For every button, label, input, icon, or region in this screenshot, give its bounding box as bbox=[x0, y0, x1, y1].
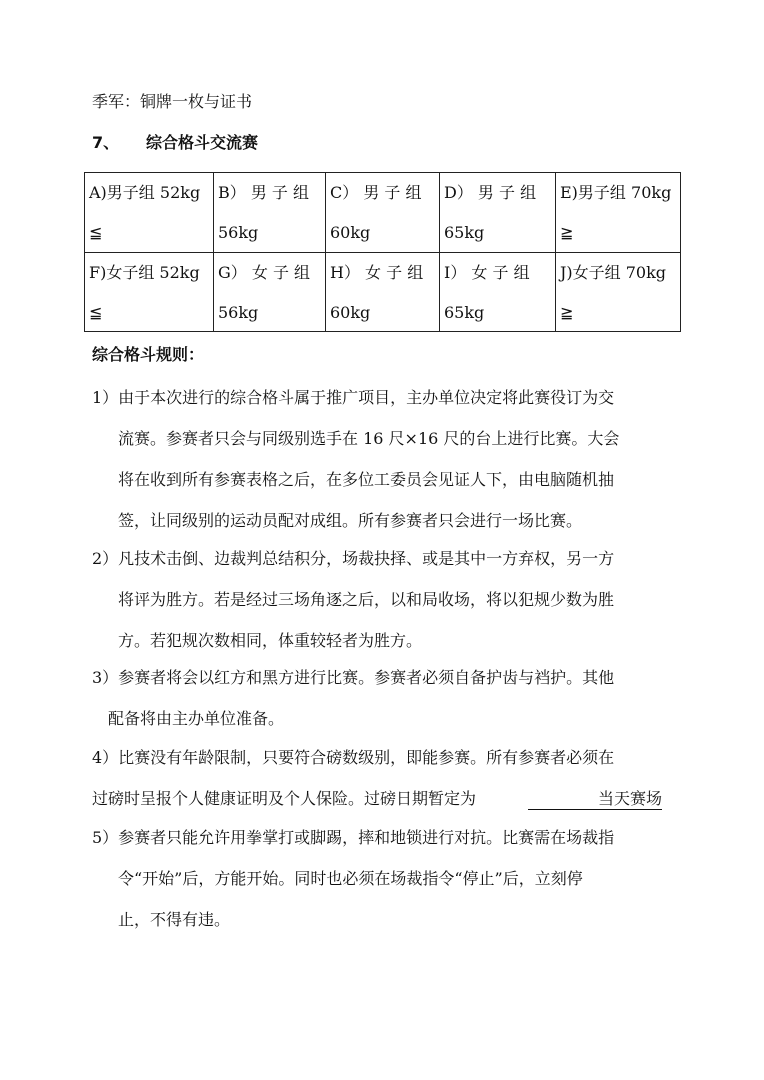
rule-5-line: 止，不得有违。 bbox=[118, 910, 231, 929]
weigh-in-date-field bbox=[528, 789, 662, 810]
cell-label: H） 女 子 组 bbox=[330, 262, 424, 282]
cell-value: 60kg bbox=[330, 223, 371, 242]
cell-label: G） 女 子 组 bbox=[218, 262, 311, 282]
cell-value: ≦ bbox=[89, 223, 103, 242]
table-cell bbox=[214, 252, 326, 332]
rule-1-line: 将在收到所有参赛表格之后，在多位工委员会见证人下，由电脑随机抽 bbox=[118, 470, 615, 489]
rules-title: 综合格斗规则： bbox=[92, 345, 205, 364]
table-cell bbox=[440, 252, 556, 332]
table-cell bbox=[326, 252, 440, 332]
table-cell bbox=[214, 173, 326, 253]
cell-value: 65kg bbox=[444, 223, 485, 242]
cell-value: ≧ bbox=[560, 302, 574, 322]
weigh-in-date-value: 当天赛场 bbox=[528, 789, 662, 810]
section-number: 7、 bbox=[92, 133, 120, 152]
cell-label: C） 男 子 组 bbox=[330, 183, 422, 202]
cell-value: ≧ bbox=[560, 223, 574, 242]
cell-label: E)男子组 70kg bbox=[560, 183, 672, 202]
table-row bbox=[85, 173, 681, 253]
rule-4-line: 4）比赛没有年龄限制，只要符合磅数级别，即能参赛。所有参赛者必须在 bbox=[92, 748, 615, 767]
table-cell bbox=[440, 173, 556, 253]
rule-2-line: 2）凡技术击倒、边裁判总结积分，场裁抉择、或是其中一方弃权，另一方 bbox=[92, 549, 615, 568]
rule-5-line: 令“开始”后，方能开始。同时也必须在场裁指令“停止”后，立刻停 bbox=[118, 869, 583, 888]
cell-value: 56kg bbox=[218, 223, 259, 242]
rule-1-line: 签，让同级别的运动员配对成组。所有参赛者只会进行一场比赛。 bbox=[118, 511, 583, 530]
table-cell bbox=[85, 173, 214, 253]
cell-label: F)女子组 52kg bbox=[89, 262, 200, 282]
rule-4-line: 过磅时呈报个人健康证明及个人保险。过磅日期暂定为 bbox=[92, 789, 477, 808]
rule-1-line: 1）由于本次进行的综合格斗属于推广项目，主办单位决定将此赛役订为交 bbox=[92, 388, 615, 407]
header-line: 季军：铜牌一枚与证书 bbox=[92, 92, 253, 111]
table-cell bbox=[556, 173, 681, 253]
cell-value: 60kg bbox=[330, 302, 371, 322]
table-cell bbox=[326, 173, 440, 253]
rule-3-line: 配备将由主办单位准备。 bbox=[108, 709, 285, 728]
cell-value: 65kg bbox=[444, 302, 485, 322]
section-title: 综合格斗交流赛 bbox=[146, 133, 259, 152]
rule-2-line: 将评为胜方。若是经过三场角逐之后，以和局收场，将以犯规少数为胜 bbox=[118, 590, 615, 609]
cell-label: A)男子组 52kg bbox=[89, 183, 201, 202]
cell-label: D） 男 子 组 bbox=[444, 183, 537, 202]
rule-1-line: 流赛。参赛者只会与同级别选手在 16 尺×16 尺的台上进行比赛。大会 bbox=[118, 429, 620, 448]
table-row bbox=[85, 252, 681, 332]
table-cell bbox=[85, 252, 214, 332]
rule-5-line: 5）参赛者只能允许用拳掌打或脚踢，摔和地锁进行对抗。比赛需在场裁指 bbox=[92, 828, 615, 847]
cell-value: 56kg bbox=[218, 302, 259, 322]
rule-3-line: 3）参赛者将会以红方和黑方进行比赛。参赛者必须自备护齿与裆护。其他 bbox=[92, 668, 615, 687]
cell-value: ≦ bbox=[89, 302, 103, 322]
table-cell bbox=[556, 252, 681, 332]
cell-label: B） 男 子 组 bbox=[218, 183, 310, 202]
rule-2-line: 方。若犯规次数相同，体重较轻者为胜方。 bbox=[118, 631, 423, 650]
cell-label: J)女子组 70kg bbox=[560, 262, 667, 282]
weight-class-table bbox=[84, 172, 681, 332]
cell-label: I） 女 子 组 bbox=[444, 262, 530, 282]
